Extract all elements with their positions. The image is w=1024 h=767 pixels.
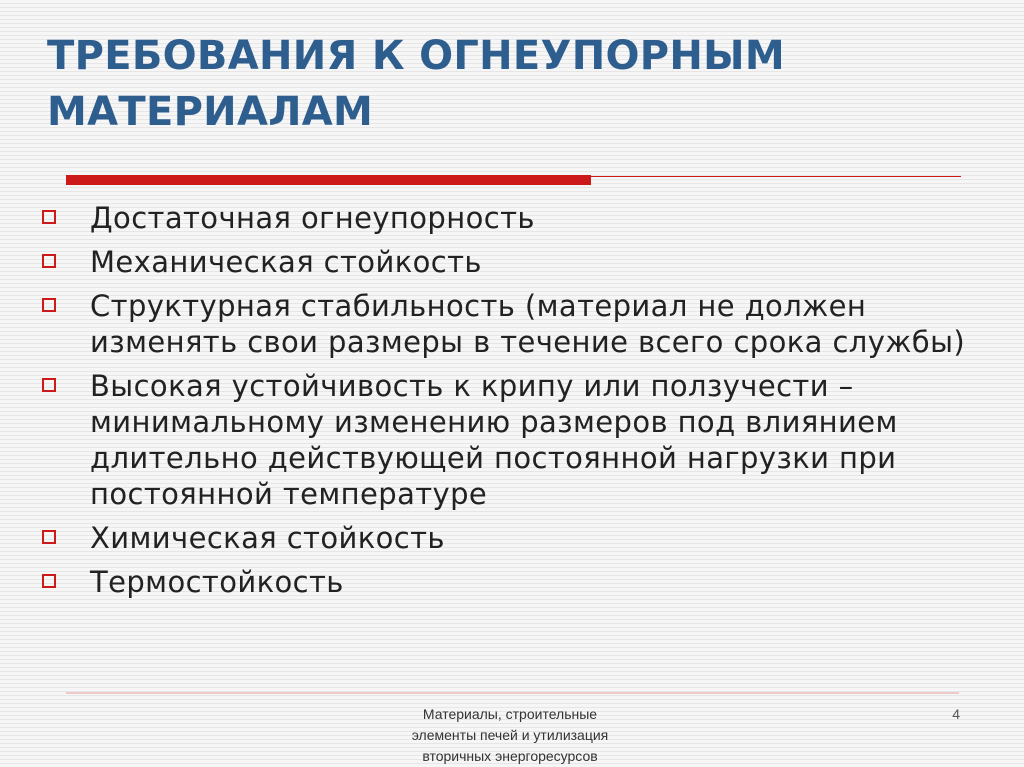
title-underline-thin xyxy=(591,176,961,177)
slide-title: ТРЕБОВАНИЯ К ОГНЕУПОРНЫМ МАТЕРИАЛАМ xyxy=(47,33,786,135)
footer-caption xyxy=(340,704,680,767)
hollow-square-bullet-icon xyxy=(42,530,56,544)
footer-line: элементы печей и утилизация xyxy=(411,727,609,743)
page-number: 4 xyxy=(952,706,960,722)
footer-line: вторичных энергоресурсов xyxy=(422,748,598,764)
bullet-item xyxy=(42,200,992,236)
bullet-item xyxy=(42,520,992,556)
bullet-text: Высокая устойчивость к крипу или ползучести – минимальному изменению размеров под влиянием длительно действующей постоянной нагрузки при постоянной температуре xyxy=(90,369,898,511)
hollow-square-bullet-icon xyxy=(42,254,56,268)
bullet-item xyxy=(42,288,992,360)
bullet-text: Механическая стойкость xyxy=(90,245,482,279)
hollow-square-bullet-icon xyxy=(42,378,56,392)
footer-divider xyxy=(66,692,959,694)
bullet-item xyxy=(42,564,992,600)
hollow-square-bullet-icon xyxy=(42,210,56,224)
footer-line: Материалы, строительные xyxy=(422,706,598,722)
bullet-item xyxy=(42,368,992,512)
hollow-square-bullet-icon xyxy=(42,574,56,588)
bullet-text: Химическая стойкость xyxy=(90,521,445,555)
bullet-text: Структурная стабильность (материал не должен изменять свои размеры в течение всего срока службы) xyxy=(90,289,966,359)
bullet-text: Достаточная огнеупорность xyxy=(90,201,535,235)
bullet-text: Термостойкость xyxy=(90,565,344,599)
hollow-square-bullet-icon xyxy=(42,298,56,312)
bullet-list xyxy=(42,200,992,608)
bullet-item xyxy=(42,244,992,280)
title-underline-thick xyxy=(66,175,591,185)
